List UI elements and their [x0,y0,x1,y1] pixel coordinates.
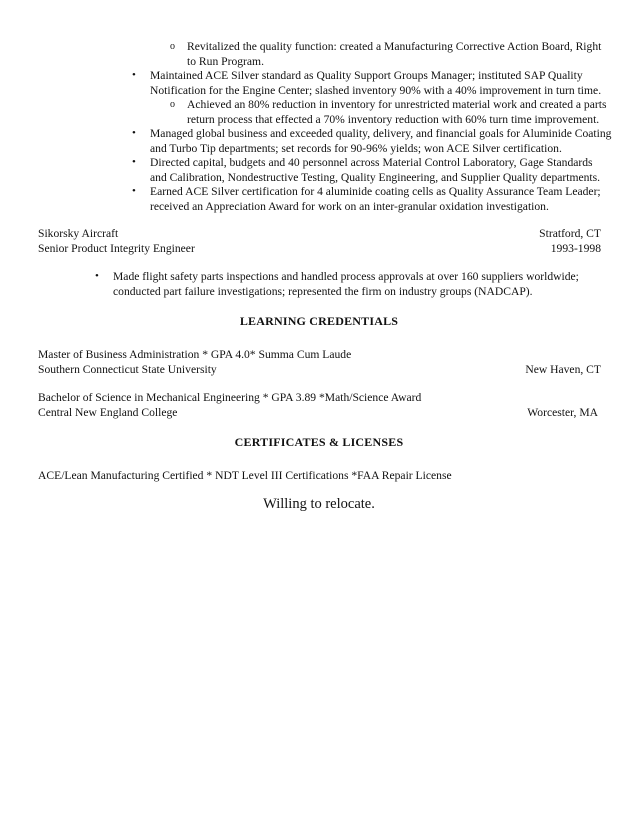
bullet-marker: • [95,270,99,282]
sub-bullet-marker: o [170,99,175,110]
job-title: Senior Product Integrity Engineer [38,242,195,255]
sub-bullet-marker: o [170,41,175,52]
text-line: to Run Program. [187,55,264,69]
text-line: return process that effected a 70% inventory reduction with 60% turn time improvement. [187,113,600,127]
bullet-marker: • [132,156,136,168]
bullet-text [150,155,600,185]
text-line: Revitalized the quality function: created a Manufacturing Corrective Action Board, Right [187,40,602,53]
school-scsu: Southern Connecticut State University [38,363,217,376]
bullet-marker: • [132,185,136,197]
text-line: Maintained ACE Silver standard as Quality Support Groups Manager; instituted SAP Quality [150,69,583,82]
bullet-text [150,126,611,156]
sub-bullet-text [187,97,606,127]
text-line: and Calibration, Nondestructive Testing, Quality Engineering, and Supplier Quality departments. [150,171,601,185]
bullet-marker: • [132,69,136,81]
certificates-heading: CERTIFICATES & LICENSES [234,435,404,449]
text-line: Directed capital, budgets and 40 personnel across Material Control Laboratory, Gage Standards [150,156,593,169]
bullet-text [150,184,601,214]
text-line: conducted part failure investigations; represented the firm on industry groups (NADCAP). [113,285,533,299]
school-cnec: Central New England College [38,406,178,419]
certificates-text: ACE/Lean Manufacturing Certified * NDT Level III Certifications *FAA Repair License [38,469,452,482]
degree-mba: Master of Business Administration * GPA 4.0* Summa Cum Laude [38,348,352,361]
bullet-text [113,269,579,299]
job-company: Sikorsky Aircraft [38,227,119,240]
bullet-text [150,68,601,98]
degree-bsme: Bachelor of Science in Mechanical Engineering * GPA 3.89 *Math/Science Award [38,391,422,404]
text-line: Managed global business and exceeded quality, delivery, and financial goals for Aluminide Coating [150,127,612,140]
job-location: Stratford, CT [539,227,601,240]
bullet-marker: • [132,127,136,139]
text-line: Notification for the Engine Center; slashed inventory 90% with a 40% improvement in turn time. [150,84,602,98]
text-line: received an Appreciation Award for work on an inter-granular oxidation investigation. [150,200,549,214]
school-scsu-location: New Haven, CT [525,363,601,376]
text-line: and Turbo Tip departments; set records for 90-96% yields; won ACE Silver certification. [150,142,562,156]
text-line: Achieved an 80% reduction in inventory for unrestricted material work and created a parts [187,98,607,111]
text-line: Made flight safety parts inspections and handled process approvals at over 160 suppliers worldwide; [113,270,579,283]
job-dates: 1993-1998 [550,242,601,255]
learning-credentials-heading: LEARNING CREDENTIALS [239,314,399,328]
willing-to-relocate: Willing to relocate. [263,496,375,512]
text-line: Earned ACE Silver certification for 4 aluminide coating cells as Quality Assurance Team Leader; [150,185,601,198]
sub-bullet-text [187,39,601,69]
school-cnec-location: Worcester, MA [527,406,598,419]
